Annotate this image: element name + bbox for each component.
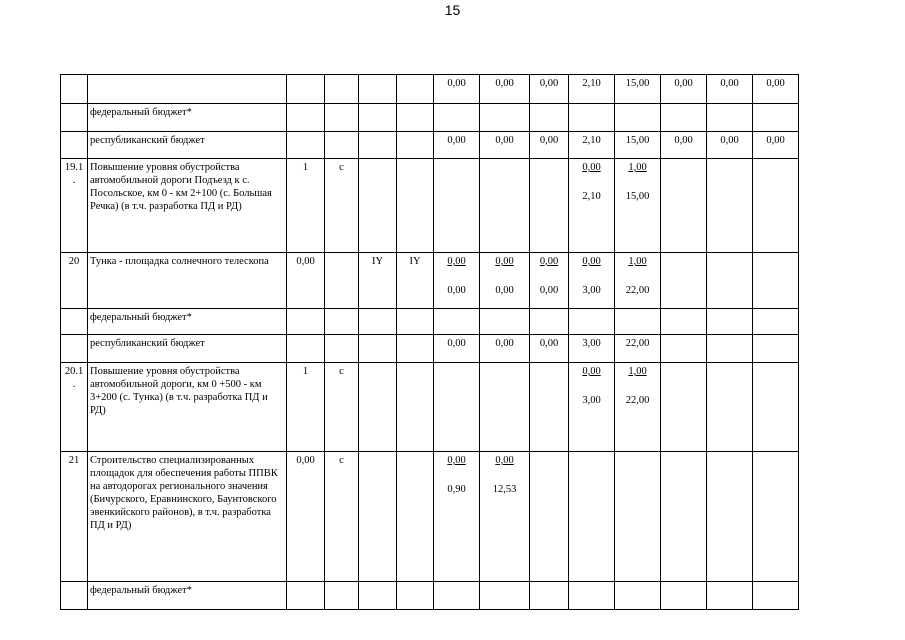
cell-value: 0,00	[447, 455, 466, 466]
row-number: 20	[61, 253, 88, 309]
cell-value: 0,90	[447, 484, 466, 495]
cell-value: 0,00	[530, 132, 569, 159]
cell-value: 1,00	[628, 366, 647, 377]
table-row	[61, 75, 799, 104]
cell-value: с	[325, 452, 359, 582]
cell-value: 3,00	[569, 335, 615, 363]
cell-value: 0,00	[753, 75, 799, 104]
cell-value: 0,00	[495, 256, 514, 267]
cell-value: 3,00	[582, 285, 601, 296]
row-name: федеральный бюджет*	[88, 582, 287, 610]
cell-value: 0,00	[447, 285, 466, 296]
cell-value: 0,00	[661, 75, 707, 104]
cell-value: 0,00	[707, 132, 753, 159]
cell-value: 0,00	[447, 256, 466, 267]
cell-value: IY	[359, 253, 397, 309]
cell-value: 0,00	[480, 75, 530, 104]
row-name: Повышение уровня обустройства автомобильной дороги, км 0 +500 - км 3+200 (с. Тунка) (в т.ч. разработка ПД и РД)	[88, 363, 287, 452]
cell-value: 0,00	[495, 285, 514, 296]
cell-value: 0,00	[582, 366, 601, 377]
cell-value: 1,00	[628, 162, 647, 173]
cell-value: 22,00	[625, 285, 650, 296]
table-row	[61, 253, 799, 309]
table-row	[61, 363, 799, 452]
cell-value: 22,00	[625, 395, 650, 406]
page-number: 15	[444, 2, 461, 18]
cell-value: 0,00	[287, 452, 325, 582]
row-name: федеральный бюджет*	[88, 309, 287, 335]
row-name: Строительство специализированных площадок для обеспечения работы ППВК на автодорогах регионального значения (Бичурского, Еравнинского, Баунтовского эвенкийского районов), в т.ч. разработка ПД и РД)	[88, 452, 287, 582]
cell-value: 2,10	[569, 75, 615, 104]
cell-value: 0,00	[539, 256, 559, 267]
cell-value: 0,00	[539, 285, 559, 296]
row-name: Повышение уровня обустройства автомобильной дороги Подъезд к с. Посольское, км 0 - км 2+100 (с. Большая Речка) (в т.ч. разработка ПД и РД)	[88, 159, 287, 253]
row-name: Тунка - площадка солнечного телескопа	[88, 253, 287, 309]
cell-value: 0,00	[480, 335, 530, 363]
table-row	[61, 582, 799, 610]
cell-value: 0,00	[530, 335, 569, 363]
cell-value: 0,00	[434, 75, 480, 104]
cell-value: 15,00	[615, 132, 661, 159]
cell-value: 1	[287, 363, 325, 452]
cell-value: 0,00	[480, 132, 530, 159]
table-row	[61, 159, 799, 253]
table-row	[61, 335, 799, 363]
cell-value: 2,10	[582, 191, 601, 202]
cell-value: 12,53	[492, 484, 517, 495]
cell-value: 0,00	[582, 256, 601, 267]
cell-value: 0,00	[434, 132, 480, 159]
cell-value: 22,00	[615, 335, 661, 363]
cell-value: 1,00	[628, 256, 647, 267]
cell-value: 0,00	[753, 132, 799, 159]
table-row	[61, 309, 799, 335]
row-name: республиканский бюджет	[88, 132, 287, 159]
cell-value: 0,00	[434, 335, 480, 363]
budget-table	[60, 74, 799, 610]
cell-value: 0,00	[530, 75, 569, 104]
cell-value: 2,10	[569, 132, 615, 159]
table-row	[61, 452, 799, 582]
cell-value: 0,00	[495, 455, 514, 466]
cell-value: с	[325, 363, 359, 452]
row-name: федеральный бюджет*	[88, 104, 287, 132]
cell-value: 15,00	[615, 75, 661, 104]
cell-value: 1	[287, 159, 325, 253]
cell-value: IY	[397, 253, 434, 309]
table-row	[61, 132, 799, 159]
cell-value: с	[325, 159, 359, 253]
row-number: 20.1 .	[61, 363, 88, 452]
cell-value: 0,00	[661, 132, 707, 159]
cell-value: 15,00	[625, 191, 650, 202]
cell-value: 3,00	[582, 395, 601, 406]
cell-value: 0,00	[582, 162, 601, 173]
cell-value: 0,00	[287, 253, 325, 309]
row-name: республиканский бюджет	[88, 335, 287, 363]
table-row	[61, 104, 799, 132]
row-number: 21	[61, 452, 88, 582]
row-number: 19.1 .	[61, 159, 88, 253]
cell-value: 0,00	[707, 75, 753, 104]
